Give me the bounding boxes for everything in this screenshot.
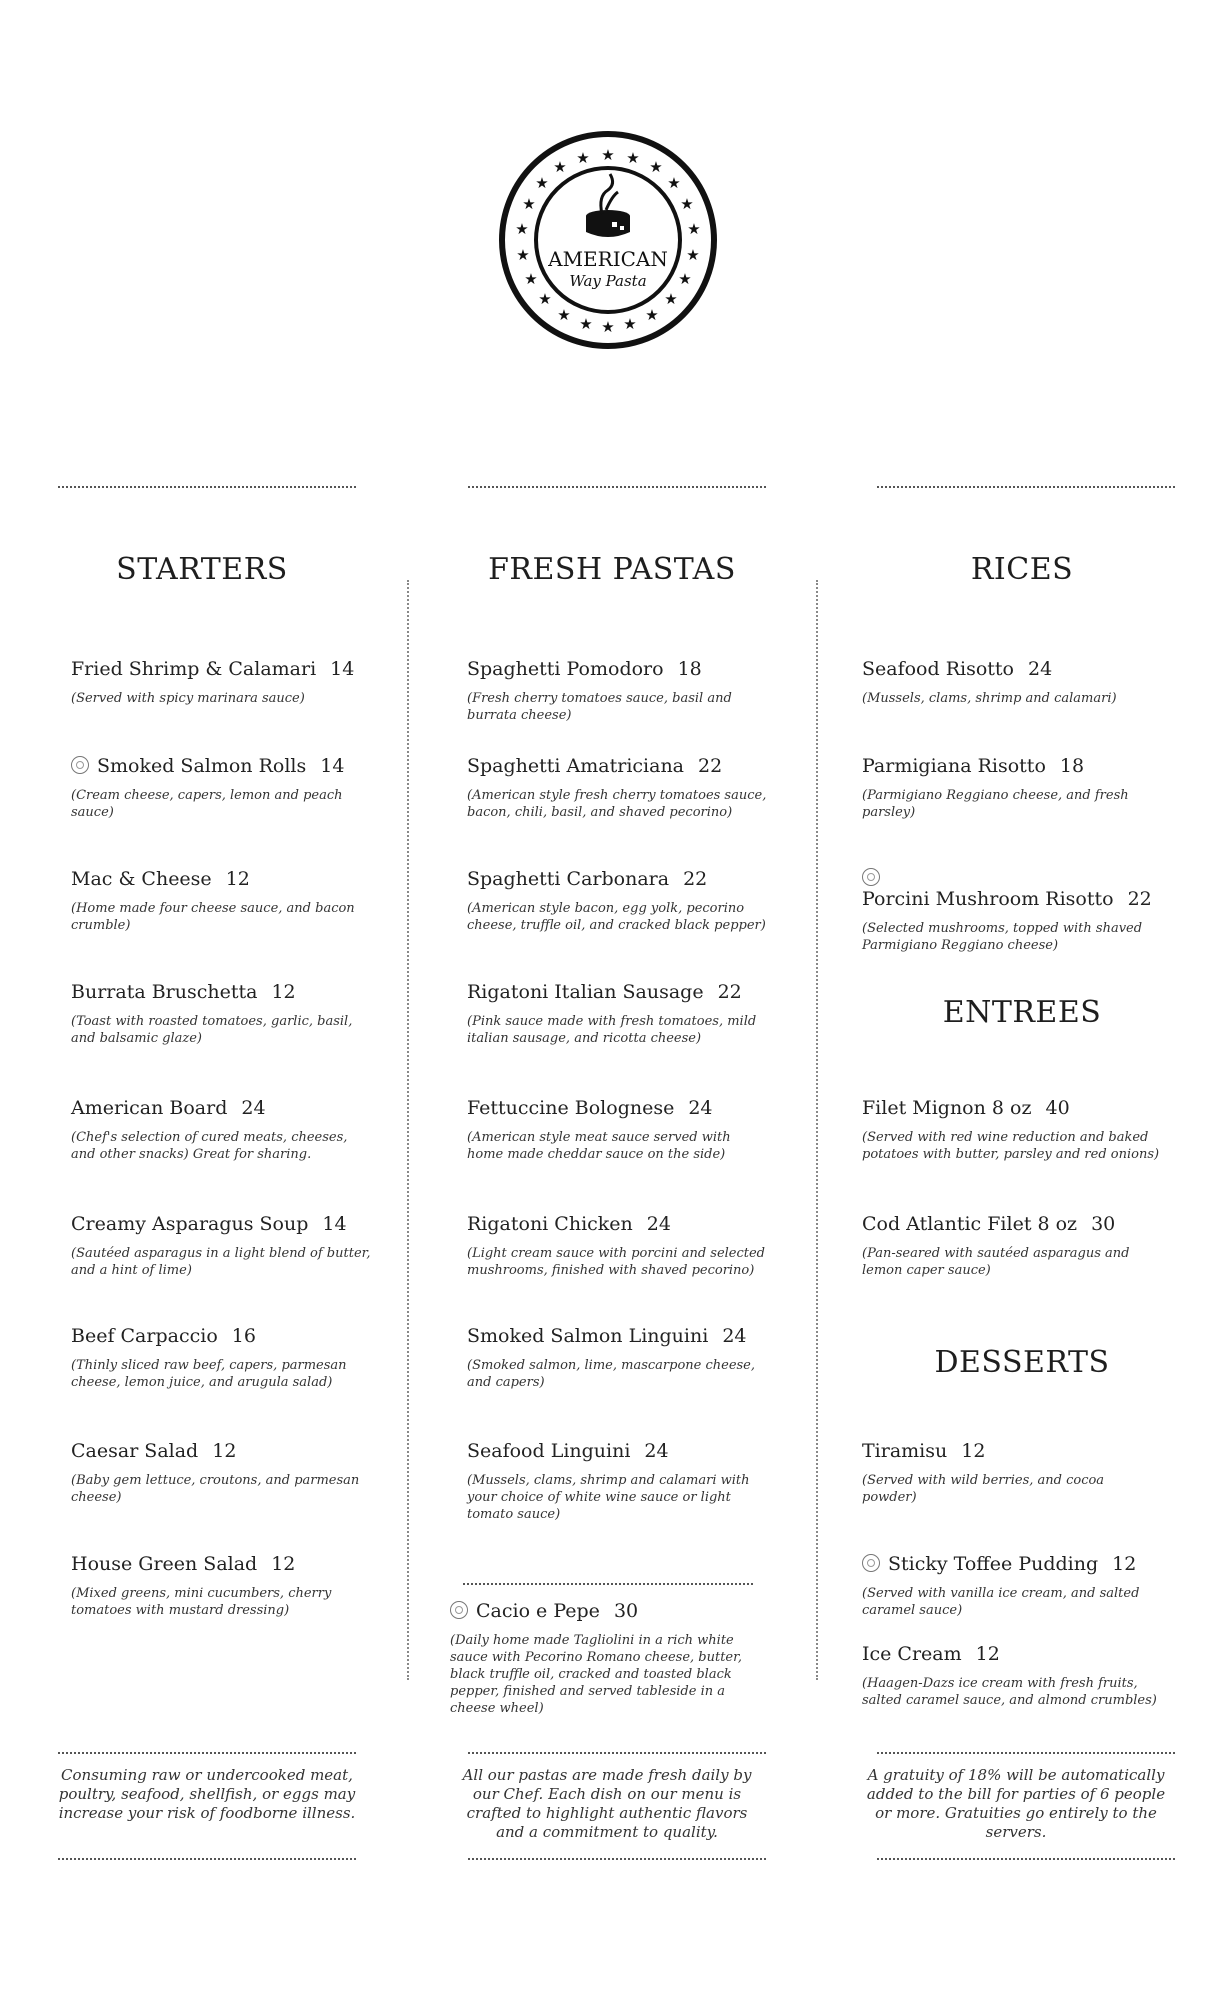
- cacio-rule: [463, 1583, 753, 1585]
- footer-rule-top-right: [877, 1752, 1175, 1754]
- item-description: (Served with wild berries, and cocoa powder): [862, 1473, 1105, 1505]
- item-price: 30: [1091, 1213, 1116, 1235]
- item-name: Beef Carpaccio: [71, 1325, 218, 1347]
- item-description: (Baby gem lettuce, croutons, and parmesan cheese): [71, 1473, 360, 1505]
- item-description: (Mussels, clams, shrimp and calamari with your choice of white wine sauce or light tomato sauce): [467, 1473, 750, 1522]
- item-name: Seafood Risotto: [862, 658, 1014, 680]
- footer-rule-bottom-center: [468, 1858, 766, 1860]
- item-price: 14: [330, 658, 355, 680]
- restaurant-logo: [498, 130, 718, 350]
- signature-badge-icon: [71, 756, 89, 774]
- item-name: Fettuccine Bolognese: [467, 1097, 675, 1119]
- item-description: (Cream cheese, capers, lemon and peach sauce): [71, 788, 343, 820]
- item-price: 16: [231, 1325, 256, 1347]
- menu-item: [71, 755, 371, 821]
- svg-text:★: ★: [623, 315, 637, 333]
- rices-heading: RICES: [970, 552, 1074, 587]
- item-description: (Home made four cheese sauce, and bacon crumble): [71, 901, 355, 933]
- svg-text:★: ★: [601, 146, 615, 164]
- menu-item: [862, 658, 1172, 707]
- item-description: (Pan-seared with sautéed asparagus and lemon caper sauce): [862, 1246, 1130, 1278]
- svg-text:★: ★: [516, 246, 530, 264]
- item-name: American Board: [71, 1097, 228, 1119]
- svg-text:★: ★: [686, 246, 700, 264]
- menu-item: [467, 1325, 767, 1391]
- menu-item: [862, 1440, 1162, 1506]
- svg-text:★: ★: [601, 318, 615, 336]
- svg-text:★: ★: [579, 315, 593, 333]
- item-name: Rigatoni Italian Sausage: [467, 981, 704, 1003]
- item-price: 12: [212, 1440, 237, 1462]
- top-rule-right: [877, 486, 1175, 488]
- item-price: 14: [322, 1213, 347, 1235]
- menu-item: [71, 981, 371, 1047]
- item-description: (Pink sauce made with fresh tomatoes, mild italian sausage, and ricotta cheese): [467, 1014, 757, 1046]
- item-name: Seafood Linguini: [467, 1440, 631, 1462]
- svg-text:★: ★: [557, 306, 571, 324]
- item-name: Caesar Salad: [71, 1440, 199, 1462]
- svg-text:★: ★: [515, 220, 529, 238]
- item-description: (Mussels, clams, shrimp and calamari): [862, 691, 1117, 706]
- item-price: 22: [1127, 888, 1152, 910]
- footer-rule-bottom-left: [58, 1858, 356, 1860]
- item-name: Porcini Mushroom Risotto: [862, 888, 1114, 910]
- svg-text:★: ★: [687, 220, 701, 238]
- item-name: Parmigiana Risotto: [862, 755, 1046, 777]
- item-name: Ice Cream: [862, 1643, 962, 1665]
- item-name: Tiramisu: [862, 1440, 948, 1462]
- item-description: (American style bacon, egg yolk, pecorino cheese, truffle oil, and cracked black pepper): [467, 901, 766, 933]
- menu-item: [71, 658, 371, 707]
- menu-item: [862, 1097, 1172, 1163]
- item-price: 24: [1027, 658, 1053, 680]
- item-name: Smoked Salmon Linguini: [467, 1325, 709, 1347]
- item-price: 12: [1112, 1553, 1137, 1575]
- pastas-heading: FRESH PASTAS: [488, 552, 736, 587]
- svg-text:★: ★: [524, 270, 538, 288]
- item-name: Spaghetti Carbonara: [467, 868, 670, 890]
- item-description: (Chef's selection of cured meats, cheeses, and other snacks) Great for sharing.: [71, 1130, 348, 1162]
- svg-text:★: ★: [678, 270, 692, 288]
- menu-item: [71, 1553, 371, 1619]
- item-price: 22: [698, 755, 723, 777]
- item-name: Cod Atlantic Filet 8 oz: [862, 1213, 1078, 1235]
- item-price: 18: [677, 658, 702, 680]
- svg-text:★: ★: [553, 158, 567, 176]
- logo-wordmark: AMERICAN: [548, 247, 668, 271]
- item-price: 24: [646, 1213, 671, 1235]
- item-price: 40: [1045, 1097, 1070, 1119]
- svg-text:★: ★: [645, 306, 659, 324]
- item-price: 12: [271, 1553, 296, 1575]
- desserts-heading: DESSERTS: [934, 1345, 1110, 1380]
- item-price: 24: [722, 1325, 747, 1347]
- menu-item: [467, 868, 767, 934]
- footer-rule-top-left: [58, 1752, 356, 1754]
- svg-text:★: ★: [576, 149, 590, 167]
- item-description: (Light cream sauce with porcini and selected mushrooms, finished with shaved pecorino): [467, 1246, 766, 1278]
- item-name: Fried Shrimp & Calamari: [71, 658, 317, 680]
- item-description: (Fresh cherry tomatoes sauce, basil and burrata cheese): [467, 691, 732, 723]
- menu-item: [467, 658, 767, 724]
- menu-item: [467, 1440, 767, 1523]
- item-description: (Served with vanilla ice cream, and salted caramel sauce): [862, 1586, 1140, 1618]
- svg-text:★: ★: [522, 195, 536, 213]
- item-name: Spaghetti Pomodoro: [467, 658, 664, 680]
- svg-text:★: ★: [680, 195, 694, 213]
- entrees-heading: ENTREES: [942, 995, 1102, 1030]
- item-name: Cacio e Pepe: [476, 1600, 600, 1622]
- signature-badge-icon: [862, 1554, 880, 1572]
- item-name: Smoked Salmon Rolls: [97, 755, 307, 777]
- menu-item: [71, 868, 371, 934]
- menu-item: [862, 755, 1162, 821]
- svg-text:★: ★: [626, 149, 640, 167]
- top-rule-left: [58, 486, 356, 488]
- item-description: (Served with spicy marinara sauce): [71, 691, 305, 706]
- svg-text:★: ★: [649, 158, 663, 176]
- item-name: Creamy Asparagus Soup: [71, 1213, 309, 1235]
- footer-rule-top-center: [468, 1752, 766, 1754]
- item-description: (Selected mushrooms, topped with shaved Parmigiano Reggiano cheese): [862, 921, 1143, 953]
- item-price: 12: [271, 981, 296, 1003]
- signature-badge-icon: [862, 868, 880, 886]
- item-description: (American style fresh cherry tomatoes sauce, bacon, chili, basil, and shaved pecorino): [467, 788, 767, 820]
- item-description: (Toast with roasted tomatoes, garlic, basil, and balsamic glaze): [71, 1014, 353, 1046]
- menu-item: [467, 1213, 767, 1279]
- menu-item: [862, 1553, 1162, 1619]
- item-description: (Smoked salmon, lime, mascarpone cheese, and capers): [467, 1358, 756, 1390]
- item-description: (Thinly sliced raw beef, capers, parmesan cheese, lemon juice, and arugula salad): [71, 1358, 347, 1390]
- item-name: Mac & Cheese: [71, 868, 212, 890]
- item-name: Filet Mignon 8 oz: [862, 1097, 1032, 1119]
- menu-item: [71, 1097, 371, 1163]
- item-price: 12: [225, 868, 250, 890]
- footer-rule-bottom-right: [877, 1858, 1175, 1860]
- item-description: (Mixed greens, mini cucumbers, cherry tomatoes with mustard dressing): [71, 1586, 332, 1618]
- item-price: 22: [717, 981, 742, 1003]
- menu-item: [467, 981, 767, 1047]
- item-description: (Sautéed asparagus in a light blend of butter, and a hint of lime): [71, 1246, 371, 1278]
- item-price: 30: [613, 1600, 639, 1622]
- item-price: 24: [644, 1440, 669, 1462]
- item-description: (Daily home made Tagliolini in a rich white sauce with Pecorino Romano cheese, butter, black truffle oil, cracked and toasted black pepper, finished and served tableside in a cheese wheel): [450, 1633, 743, 1716]
- item-description: (Served with red wine reduction and baked potatoes with butter, parsley and red onions): [862, 1130, 1160, 1162]
- menu-item-featured: [450, 1600, 770, 1717]
- item-description: (Haagen-Dazs ice cream with fresh fruits, salted caramel sauce, and almond crumbles): [862, 1676, 1157, 1708]
- fresh-pasta-notice: All our pastas are made fresh daily by our Chef. Each dish on our menu is crafted to highlight authentic flavors and a commitment to quality.: [462, 1766, 752, 1841]
- item-price: 12: [961, 1440, 986, 1462]
- menu-item: [71, 1325, 371, 1391]
- column-divider-right: [816, 580, 818, 1680]
- item-name: Burrata Bruschetta: [71, 981, 258, 1003]
- item-description: (Parmigiano Reggiano cheese, and fresh parsley): [862, 788, 1129, 820]
- menu-item: [862, 1643, 1162, 1709]
- menu-item: [71, 1440, 371, 1506]
- svg-text:★: ★: [664, 290, 678, 308]
- svg-text:★: ★: [667, 174, 681, 192]
- item-price: 22: [683, 868, 708, 890]
- svg-text:★: ★: [535, 174, 549, 192]
- gratuity-notice: A gratuity of 18% will be automatically added to the bill for parties of 6 people or more. Gratuities go entirely to the servers.: [866, 1766, 1166, 1841]
- item-price: 24: [688, 1097, 713, 1119]
- item-price: 24: [241, 1097, 266, 1119]
- svg-text:★: ★: [538, 290, 552, 308]
- item-price: 14: [320, 755, 345, 777]
- menu-item: [862, 868, 1162, 954]
- allergy-notice: Consuming raw or undercooked meat, poultry, seafood, shellfish, or eggs may increase your risk of foodborne illness.: [58, 1766, 356, 1822]
- signature-badge-icon: [450, 1601, 468, 1619]
- logo-tagline: Way Pasta: [569, 272, 647, 290]
- menu-item: [467, 755, 767, 821]
- item-price: 12: [975, 1643, 1000, 1665]
- starters-heading: STARTERS: [116, 552, 288, 587]
- item-description: (American style meat sauce served with home made cheddar sauce on the side): [467, 1130, 731, 1162]
- menu-item: [467, 1097, 767, 1163]
- item-price: 18: [1059, 755, 1085, 777]
- menu-item: [862, 1213, 1162, 1279]
- top-rule-center: [468, 486, 766, 488]
- item-name: House Green Salad: [71, 1553, 258, 1575]
- column-divider-left: [407, 580, 409, 1680]
- item-name: Rigatoni Chicken: [467, 1213, 633, 1235]
- item-name: Spaghetti Amatriciana: [467, 755, 685, 777]
- item-name: Sticky Toffee Pudding: [888, 1553, 1099, 1575]
- menu-item: [71, 1213, 371, 1279]
